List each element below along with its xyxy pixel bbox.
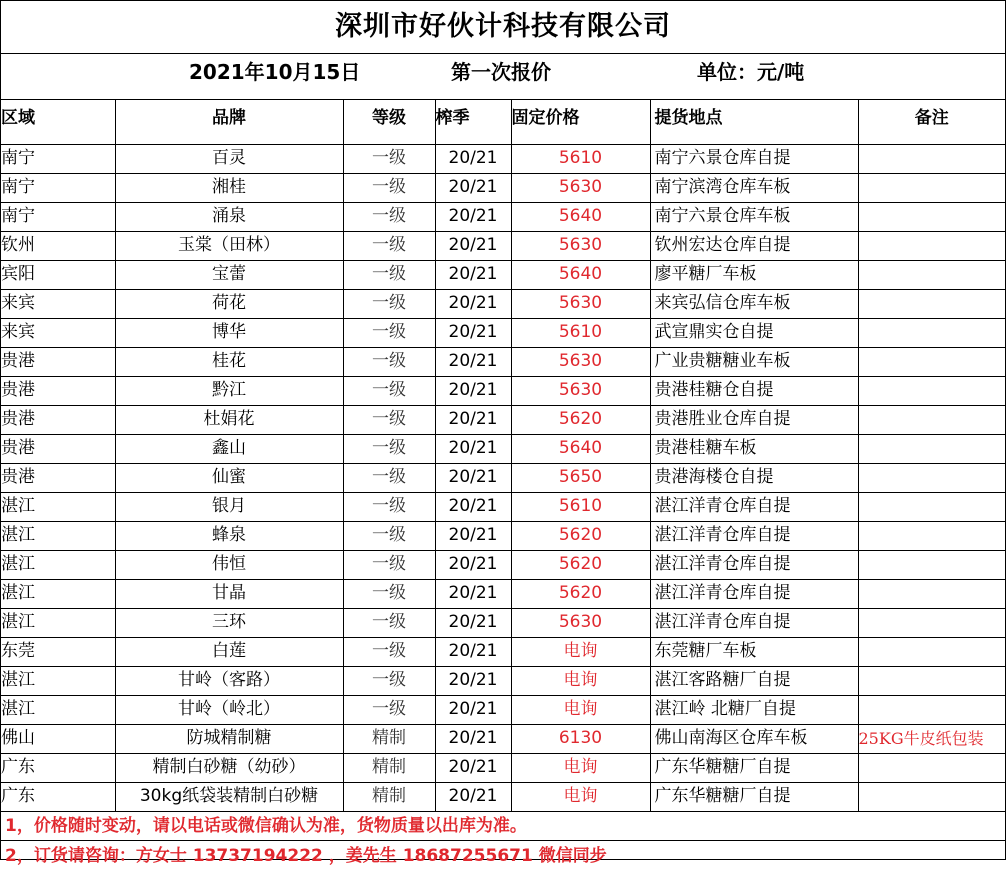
table-row (1, 347, 1005, 376)
cell-grade: 一级 (343, 405, 435, 434)
cell-brand: 防城精制糖 (115, 724, 343, 753)
cell-grade: 一级 (343, 231, 435, 260)
cell-note (858, 695, 1005, 724)
cell-price: 6130 (511, 724, 650, 753)
cell-location: 广东华糖糖厂自提 (650, 782, 858, 811)
table-row (1, 666, 1005, 695)
price-table (1, 100, 1005, 812)
cell-grade: 一级 (343, 318, 435, 347)
cell-season: 20/21 (435, 434, 511, 463)
cell-brand: 博华 (115, 318, 343, 347)
cell-brand: 30kg纸袋装精制白砂糖 (115, 782, 343, 811)
table-row (1, 260, 1005, 289)
cell-region: 湛江 (1, 579, 115, 608)
cell-note (858, 637, 1005, 666)
cell-grade: 一级 (343, 347, 435, 376)
cell-price: 电询 (511, 782, 650, 811)
table-row (1, 434, 1005, 463)
cell-brand: 甘岭（客路） (115, 666, 343, 695)
cell-note (858, 579, 1005, 608)
cell-price: 5630 (511, 376, 650, 405)
cell-season: 20/21 (435, 144, 511, 173)
cell-season: 20/21 (435, 782, 511, 811)
cell-price: 5610 (511, 144, 650, 173)
cell-price: 5640 (511, 434, 650, 463)
cell-brand: 甘晶 (115, 579, 343, 608)
table-row (1, 202, 1005, 231)
cell-grade: 一级 (343, 260, 435, 289)
cell-location: 湛江岭 北糖厂自提 (650, 695, 858, 724)
cell-brand: 桂花 (115, 347, 343, 376)
cell-grade: 一级 (343, 666, 435, 695)
cell-region: 贵港 (1, 376, 115, 405)
cell-region: 贵港 (1, 347, 115, 376)
cell-price: 5640 (511, 202, 650, 231)
cell-region: 南宁 (1, 173, 115, 202)
cell-region: 东莞 (1, 637, 115, 666)
cell-brand: 湘桂 (115, 173, 343, 202)
cell-note (858, 202, 1005, 231)
cell-grade: 一级 (343, 521, 435, 550)
cell-location: 湛江客路糖厂自提 (650, 666, 858, 695)
cell-note (858, 753, 1005, 782)
cell-season: 20/21 (435, 173, 511, 202)
cell-brand: 精制白砂糖（幼砂） (115, 753, 343, 782)
cell-region: 贵港 (1, 434, 115, 463)
cell-brand: 仙蜜 (115, 463, 343, 492)
cell-location: 贵港胜业仓库自提 (650, 405, 858, 434)
table-header-row (1, 100, 1005, 144)
table-row (1, 608, 1005, 637)
table-row (1, 318, 1005, 347)
table-row (1, 289, 1005, 318)
table-row (1, 231, 1005, 260)
cell-region: 湛江 (1, 492, 115, 521)
cell-region: 广东 (1, 782, 115, 811)
table-row (1, 492, 1005, 521)
table-row (1, 695, 1005, 724)
cell-brand: 玉棠（田林） (115, 231, 343, 260)
cell-location: 廖平糖厂车板 (650, 260, 858, 289)
cell-location: 来宾弘信仓库车板 (650, 289, 858, 318)
cell-brand: 甘岭（岭北） (115, 695, 343, 724)
cell-brand: 黔江 (115, 376, 343, 405)
cell-price: 5620 (511, 521, 650, 550)
cell-grade: 一级 (343, 289, 435, 318)
cell-grade: 一级 (343, 695, 435, 724)
cell-season: 20/21 (435, 753, 511, 782)
cell-brand: 宝蕾 (115, 260, 343, 289)
cell-location: 广东华糖糖厂自提 (650, 753, 858, 782)
cell-price: 5650 (511, 463, 650, 492)
cell-note (858, 521, 1005, 550)
cell-season: 20/21 (435, 521, 511, 550)
cell-season: 20/21 (435, 463, 511, 492)
cell-price: 电询 (511, 666, 650, 695)
cell-brand: 百灵 (115, 144, 343, 173)
cell-location: 广业贵糖糖业车板 (650, 347, 858, 376)
cell-price: 5630 (511, 347, 650, 376)
cell-note (858, 463, 1005, 492)
cell-brand: 鑫山 (115, 434, 343, 463)
cell-season: 20/21 (435, 637, 511, 666)
quote-round: 第一次报价 (451, 60, 551, 84)
cell-brand: 三环 (115, 608, 343, 637)
header-price: 固定价格 (511, 100, 650, 144)
table-row (1, 579, 1005, 608)
cell-location: 南宁六景仓库自提 (650, 144, 858, 173)
cell-price: 电询 (511, 753, 650, 782)
cell-region: 湛江 (1, 550, 115, 579)
cell-grade: 精制 (343, 724, 435, 753)
cell-grade: 一级 (343, 608, 435, 637)
cell-region: 湛江 (1, 666, 115, 695)
table-row (1, 637, 1005, 666)
cell-season: 20/21 (435, 231, 511, 260)
cell-season: 20/21 (435, 666, 511, 695)
cell-season: 20/21 (435, 347, 511, 376)
cell-note (858, 289, 1005, 318)
cell-grade: 一级 (343, 434, 435, 463)
table-row (1, 144, 1005, 173)
cell-region: 广东 (1, 753, 115, 782)
cell-note (858, 318, 1005, 347)
table-row (1, 463, 1005, 492)
cell-season: 20/21 (435, 260, 511, 289)
cell-season: 20/21 (435, 550, 511, 579)
cell-location: 武宣鼎实仓自提 (650, 318, 858, 347)
subheader-row (1, 54, 1005, 100)
cell-brand: 银月 (115, 492, 343, 521)
cell-note: 25KG牛皮纸包装 (858, 724, 1005, 753)
cell-location: 南宁六景仓库车板 (650, 202, 858, 231)
cell-price: 5620 (511, 550, 650, 579)
cell-location: 湛江洋青仓库自提 (650, 579, 858, 608)
cell-season: 20/21 (435, 405, 511, 434)
cell-location: 湛江洋青仓库自提 (650, 550, 858, 579)
cell-season: 20/21 (435, 579, 511, 608)
cell-region: 湛江 (1, 608, 115, 637)
cell-price: 5610 (511, 492, 650, 521)
cell-location: 佛山南海区仓库车板 (650, 724, 858, 753)
footer-note-contact: 2，订货请咨询：方女士 13737194222 ，姜先生 18687255671 微信同步 (5, 845, 607, 866)
cell-grade: 一级 (343, 376, 435, 405)
header-location: 提货地点 (650, 100, 858, 144)
cell-season: 20/21 (435, 289, 511, 318)
cell-note (858, 550, 1005, 579)
cell-price: 5620 (511, 405, 650, 434)
cell-region: 来宾 (1, 289, 115, 318)
cell-brand: 荷花 (115, 289, 343, 318)
cell-region: 南宁 (1, 202, 115, 231)
cell-brand: 伟恒 (115, 550, 343, 579)
price-unit: 单位：元/吨 (697, 60, 805, 84)
cell-note (858, 260, 1005, 289)
cell-note (858, 434, 1005, 463)
cell-grade: 一级 (343, 202, 435, 231)
header-note: 备注 (858, 100, 1005, 144)
cell-location: 东莞糖厂车板 (650, 637, 858, 666)
cell-brand: 涌泉 (115, 202, 343, 231)
cell-location: 湛江洋青仓库自提 (650, 521, 858, 550)
header-grade: 等级 (343, 100, 435, 144)
cell-note (858, 376, 1005, 405)
table-row (1, 376, 1005, 405)
cell-grade: 精制 (343, 782, 435, 811)
cell-location: 钦州宏达仓库自提 (650, 231, 858, 260)
cell-location: 贵港桂糖仓自提 (650, 376, 858, 405)
cell-price: 5630 (511, 173, 650, 202)
cell-grade: 一级 (343, 463, 435, 492)
cell-note (858, 666, 1005, 695)
cell-region: 佛山 (1, 724, 115, 753)
cell-note (858, 144, 1005, 173)
cell-season: 20/21 (435, 202, 511, 231)
cell-region: 宾阳 (1, 260, 115, 289)
cell-price: 5630 (511, 608, 650, 637)
cell-grade: 一级 (343, 173, 435, 202)
cell-brand: 杜娟花 (115, 405, 343, 434)
cell-location: 南宁滨湾仓库车板 (650, 173, 858, 202)
cell-note (858, 782, 1005, 811)
cell-region: 湛江 (1, 695, 115, 724)
cell-price: 5610 (511, 318, 650, 347)
cell-region: 贵港 (1, 405, 115, 434)
cell-price: 5630 (511, 231, 650, 260)
table-row (1, 521, 1005, 550)
cell-price: 5640 (511, 260, 650, 289)
cell-location: 贵港海楼仓自提 (650, 463, 858, 492)
cell-brand: 白莲 (115, 637, 343, 666)
cell-grade: 一级 (343, 637, 435, 666)
table-row (1, 405, 1005, 434)
cell-note (858, 608, 1005, 637)
header-season: 榨季 (435, 100, 511, 144)
footer-note-price: 1，价格随时变动，请以电话或微信确认为准，货物质量以出库为准。 (1, 812, 1005, 841)
cell-price: 电询 (511, 637, 650, 666)
cell-grade: 一级 (343, 144, 435, 173)
cell-region: 钦州 (1, 231, 115, 260)
cell-brand: 蜂泉 (115, 521, 343, 550)
cell-season: 20/21 (435, 376, 511, 405)
table-row (1, 782, 1005, 811)
table-row (1, 550, 1005, 579)
cell-grade: 一级 (343, 492, 435, 521)
cell-price: 电询 (511, 695, 650, 724)
table-row (1, 724, 1005, 753)
cell-location: 贵港桂糖车板 (650, 434, 858, 463)
table-row (1, 753, 1005, 782)
cell-note (858, 173, 1005, 202)
cell-note (858, 492, 1005, 521)
company-title: 深圳市好伙计科技有限公司 (1, 1, 1005, 54)
quote-date: 2021年10月15日 (189, 60, 361, 84)
cell-grade: 一级 (343, 550, 435, 579)
table-row (1, 173, 1005, 202)
cell-grade: 精制 (343, 753, 435, 782)
cell-season: 20/21 (435, 608, 511, 637)
cell-season: 20/21 (435, 492, 511, 521)
cell-region: 贵港 (1, 463, 115, 492)
cell-season: 20/21 (435, 318, 511, 347)
cell-grade: 一级 (343, 579, 435, 608)
cell-season: 20/21 (435, 695, 511, 724)
cell-note (858, 231, 1005, 260)
cell-price: 5630 (511, 289, 650, 318)
cell-note (858, 347, 1005, 376)
cell-location: 湛江洋青仓库自提 (650, 608, 858, 637)
cell-region: 湛江 (1, 521, 115, 550)
cell-region: 南宁 (1, 144, 115, 173)
cell-region: 来宾 (1, 318, 115, 347)
header-region: 区域 (1, 100, 115, 144)
cell-note (858, 405, 1005, 434)
cell-season: 20/21 (435, 724, 511, 753)
cell-location: 湛江洋青仓库自提 (650, 492, 858, 521)
header-brand: 品牌 (115, 100, 343, 144)
cell-price: 5620 (511, 579, 650, 608)
